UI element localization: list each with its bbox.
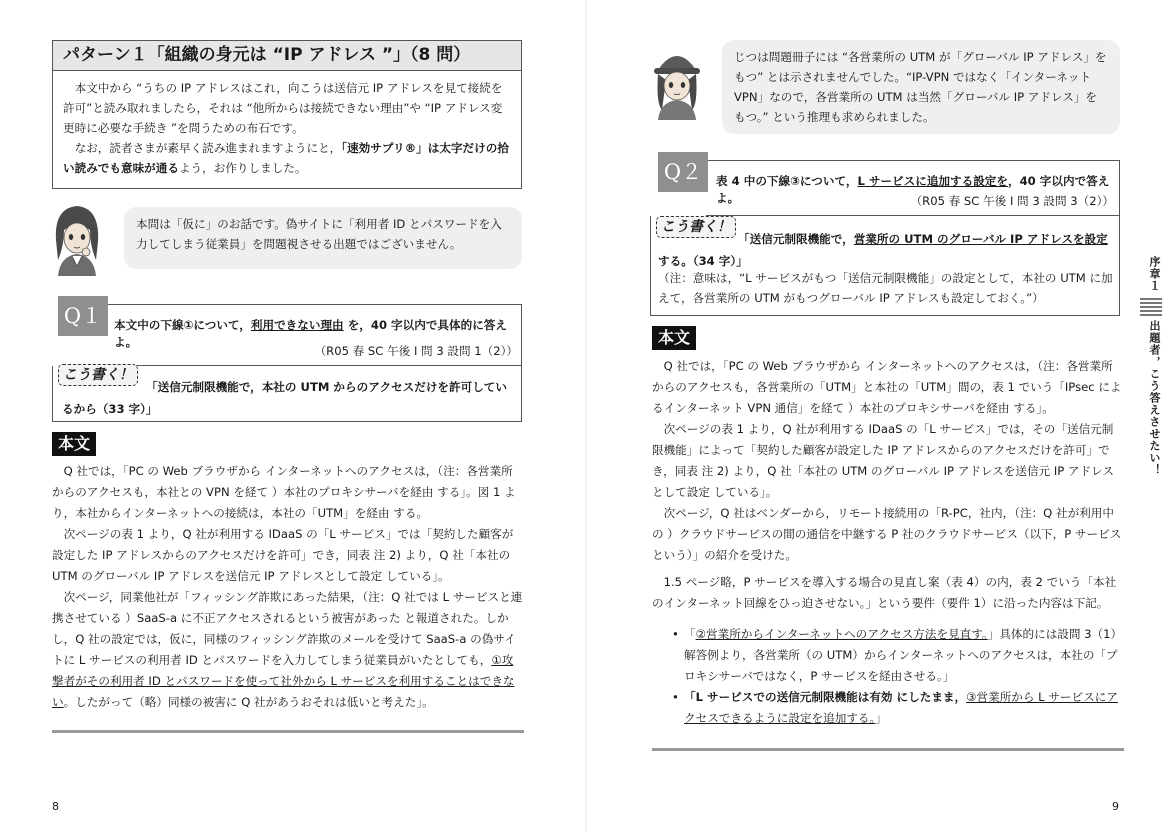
body-left-paragraph-3 [52, 587, 524, 713]
body-left-paragraph-2: 次ページの表 1 より，Q 社が利用する IDaaS の「L サービス」では「契約した顧客が設定した IP アドレスからのアクセスだけを許可」でき，同表 注 2) より，Q 社「本社の UTM のグローバル IP アドレスを送信元 IP アドレスとして設定 している」。 [52, 527, 514, 583]
pattern-p2-end: よう，お作りしました。 [178, 161, 307, 175]
honbun-label-left: 本文 [52, 432, 96, 456]
q2-answer-c: する。（34 字）」 [658, 254, 748, 268]
q2-answer-underlined: 営業所の UTM のグローバル IP アドレスを設定 [853, 232, 1108, 246]
page-number-left: 8 [52, 800, 59, 813]
book-spine [585, 0, 587, 832]
right-bottom-rule [652, 748, 1124, 751]
page-number-right: 9 [1112, 800, 1119, 813]
side-tab-title: 出題者，こう答えさせたい！ [1148, 320, 1161, 476]
speech-bubble-right: じつは問題冊子には “各営業所の UTM が「グローバル IP アドレス」をもつ” とは示されませんでした。“IP-VPN ではなく「インターネット VPN」なので，各営業所の UTM は当然「グローバル IP アドレス」をもつ。” という推理も求められました。 [722, 40, 1120, 134]
q2-note: （注：意味は，“L サービスがもつ「送信元制限機能」の設定として，本社の UTM に加えて，各営業所の UTM がもつグローバル IP アドレスも設定しておく。”） [658, 271, 1113, 305]
pattern-paragraph-2 [63, 138, 511, 178]
bullet-item-2 [672, 687, 1124, 729]
q2-question-underlined: L サービスに追加する設定を [857, 174, 1008, 188]
body-right-paragraph-4: 1.5 ページ略，P サービスを導入する場合の見直し案（表 4）の内，表 2 でいう「本社のインターネット回線をひっ迫させない。」という要件（要件 1）に沿った内容は下記。 [652, 575, 1117, 610]
chapter-side-tab: 序章１ [1148, 256, 1161, 292]
pattern-paragraph-1: 本文中から “うちの IP アドレスはこれ，向こうは送信元 IP アドレスを見て接続を許可”と読み取れましたら，それは “他所からは接続できない理由”や “IP アドレス変更時に必要な手続き ”を問うための布石です。 [63, 81, 503, 135]
pattern-title: パターン１「組織の身元は “IP アドレス ”」（8 問） [52, 40, 522, 71]
bullet-1-underline: ②営業所からインターネットへのアクセス方法を見直す。 [695, 627, 988, 641]
bullet-2-c: 」 [875, 711, 887, 725]
q2-source: （R05 春 SC 午後 I 問 3 設問 3（2）） [910, 194, 1114, 208]
bullet-1-a: 「 [684, 627, 696, 641]
q2-question-a: 表 4 中の下線③について， [716, 174, 858, 188]
q1-question-a: 本文中の下線①について， [114, 318, 251, 332]
kou-kaku-badge-left: こう書く！ [58, 364, 138, 386]
body-right-bullets [672, 624, 1124, 729]
body-left-p3-c: 。したがって（略）同様の被害に Q 社があうおそれは低いと考えた」。 [63, 695, 434, 709]
pattern-description [52, 70, 522, 189]
pattern-p2-bold: 「速効サプリ®」は太字だけの拾い読みでも意味が通る [63, 141, 509, 175]
character-detective-girl-icon [650, 44, 704, 120]
character-girl-thinking-icon [50, 200, 104, 276]
body-left-p3-a: 次ページ，同業他社が「フィッシング詐欺にあった結果，（注：Q 社では L サービスと連携させている ）SaaS-a に不正アクセスされるという被害があった と報道された。しかし，Q 社の設定では，仮に，同様のフィッシング詐欺のメールを受けて SaaS-a の偽サイトに L サービスの利用者 ID とパスワードを入力してしまう従業員がいたとしても， [52, 590, 523, 667]
q1-answer: 「送信元制限機能で，本社の UTM からのアクセスだけを許可しているから（33 字）」 [62, 380, 507, 416]
q1-source: （R05 春 SC 午後 I 問 3 設問 1（2）） [314, 344, 518, 358]
q1-question-underlined: 利用できない理由 [250, 318, 344, 332]
body-left-underline-1: ①攻撃者がその利用者 ID とパスワードを使って社外から L サービスを利用することはできない [52, 653, 515, 709]
body-text-left [52, 461, 524, 713]
bullet-2-underline: ③営業所から L サービスにアクセスできるように設定を追加する。 [684, 690, 1118, 725]
body-right-paragraph-1: Q 社では，「PC の Web ブラウザから インターネットへのアクセスは，（注：各営業所からのアクセスも，各営業所の「UTM」と本社の「UTM」間の，表 1 でいう「IPsec によるインターネット VPN 通信」を経て ）本社のプロキシサーバを経由 する」。 [652, 359, 1122, 415]
body-left-paragraph-1: Q 社では，「PC の Web ブラウザから インターネットへのアクセスは，（注：各営業所からのアクセスも，本社との VPN を経て ）本社のプロキシサーバを経由 する」。図 1 より，本社からインターネットへの接続は，本社の「UTM」を経由 する。 [52, 464, 516, 520]
left-bottom-rule [52, 730, 524, 733]
body-right-paragraph-3: 次ページ，Q 社はベンダーから，リモート接続用の「R-PC，社内，（注：Q 社が利用中の ）クラウドサービスの間の通信を中継する P 社のクラウドサービス（以下，P サービスという）」の紹介を受けた。 [652, 506, 1122, 562]
honbun-label-right: 本文 [652, 326, 696, 350]
q2-badge: Q２ [658, 152, 708, 192]
q1-badge: Q１ [58, 296, 108, 336]
pattern-p2-start: なお，読者さまが素早く読み進まれますようにと， [74, 141, 342, 155]
q1-question-c: を，40 字以内で具体的に答えよ。 [114, 318, 507, 349]
side-tab-stripes [1140, 298, 1162, 316]
q2-answer [658, 228, 1112, 272]
body-right-paragraph-2: 次ページの表 1 より，Q 社が利用する IDaaS の「L サービス」では，その「送信元制限機能」によって「契約した顧客が設定した IP アドレスからのアクセスだけを許可」でき，同表 注 2) より，Q 社「本社の UTM のグローバル IP アドレスを送信元 IP アドレスとして設定 している」。 [652, 422, 1114, 499]
body-text-right [652, 356, 1122, 614]
kou-kaku-badge-right: こう書く！ [656, 216, 736, 238]
bullet-item-1 [672, 624, 1124, 687]
q2-answer-a: 「送信元制限機能で， [738, 232, 854, 246]
bullet-2-a: 「L サービスでの送信元制限機能は有効 にしたまま， [684, 690, 967, 704]
speech-bubble-left: 本問は「仮に」のお話です。偽サイトに「利用者 ID とパスワードを入力してしまう従業員」を問題視させる出題ではございません。 [124, 207, 522, 269]
q2-question-c: ，40 字以内で答えよ。 [716, 174, 1110, 205]
bullet-1-c: 」具体的には設問 3（1）解答例より，各営業所（の UTM）からインターネットへのアクセスは，本社の「プロキシサーバではなく，P サービスを経由させる。」 [684, 627, 1123, 683]
